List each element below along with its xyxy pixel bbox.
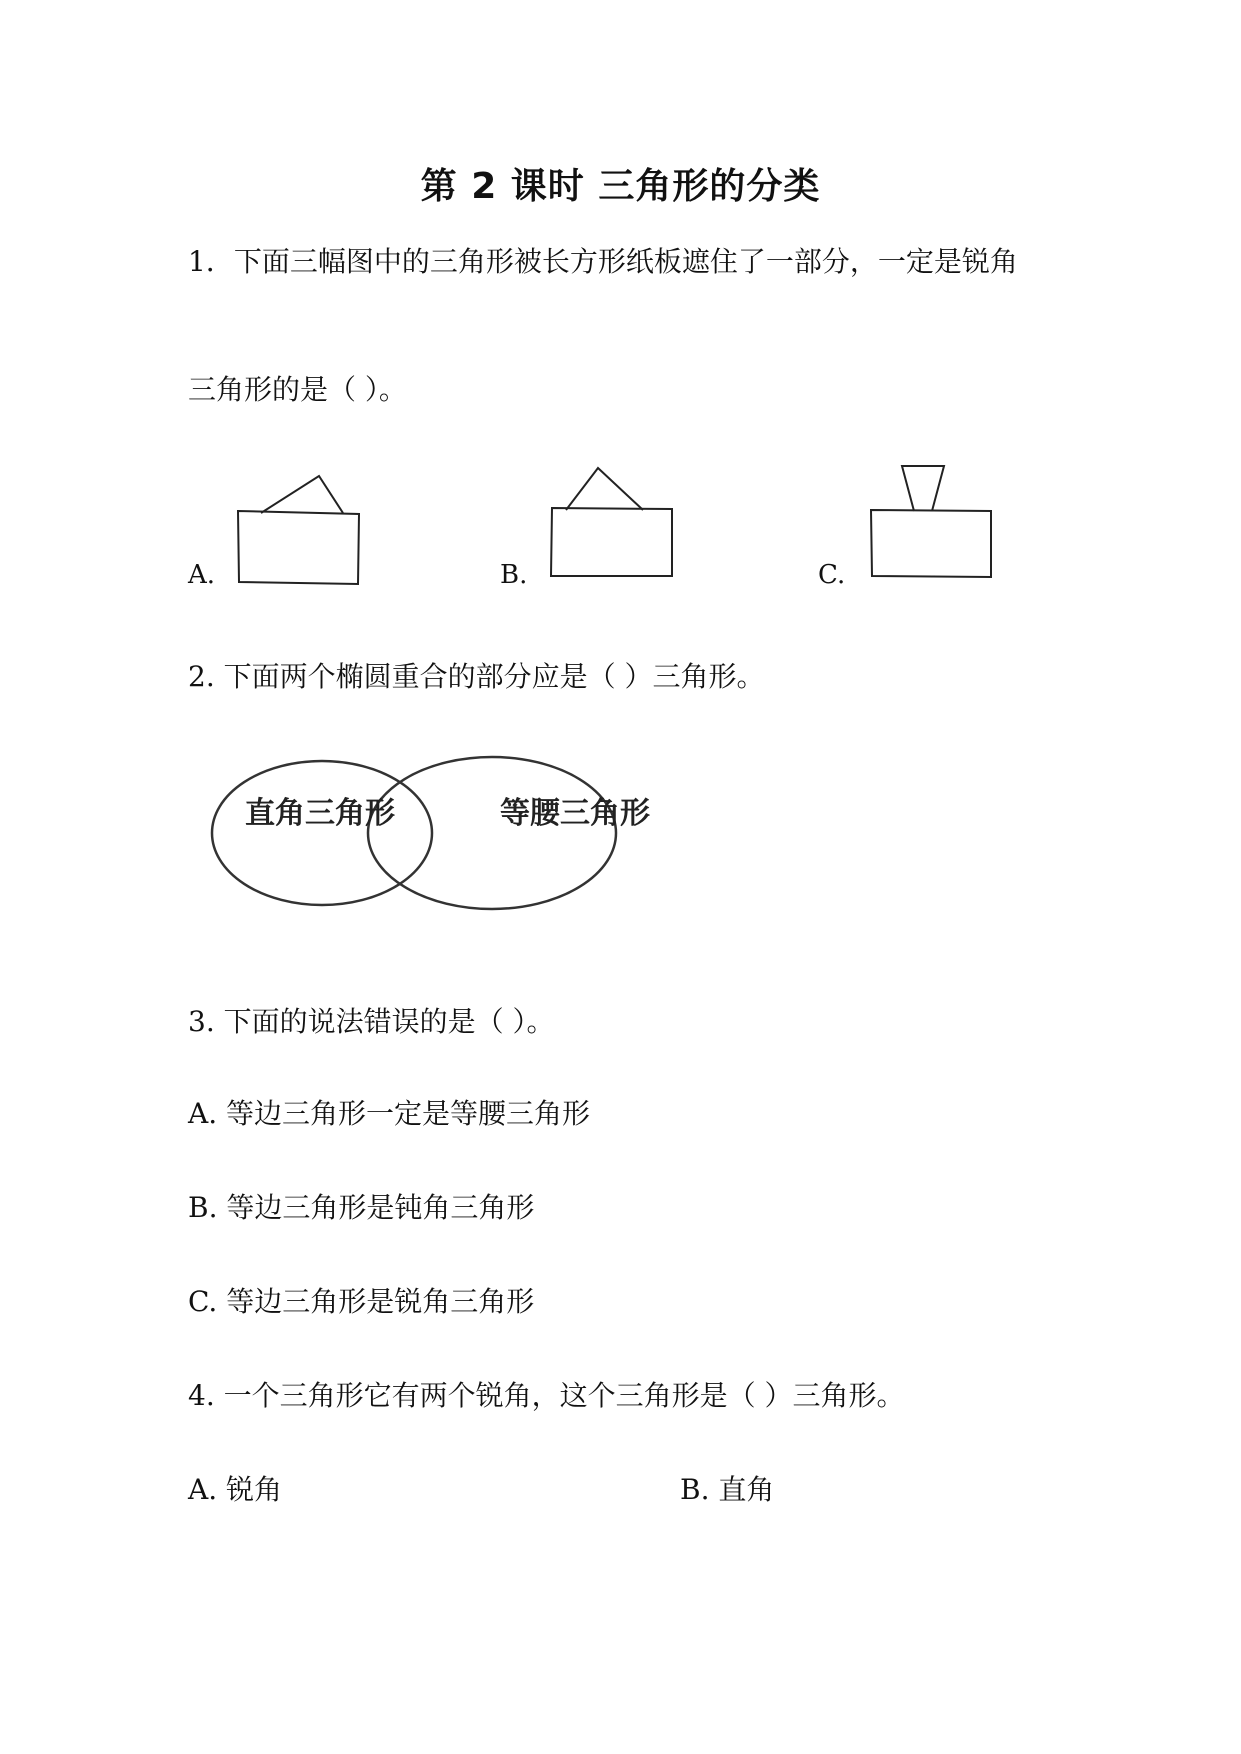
q1-figure-c — [868, 460, 1008, 585]
page-title: 第 2 课时 三角形的分类 — [420, 166, 821, 207]
q1-text-line2: 三角形的是（ ）。 — [188, 373, 407, 406]
venn-left-label: 直角三角形 — [245, 796, 395, 831]
venn-right-label: 等腰三角形 — [500, 796, 650, 831]
q1-text-line1: 1．下面三幅图中的三角形被长方形纸板遮住了一部分，一定是锐角 — [188, 245, 1018, 278]
q4-text: 4. 一个三角形它有两个锐角，这个三角形是（ ）三角形。 — [188, 1379, 905, 1412]
q1-option-c-label: C. — [818, 560, 846, 590]
q1-figure-a — [235, 470, 375, 585]
q3-option-a: A. 等边三角形一定是等腰三角形 — [188, 1097, 591, 1130]
q4-option-a: A. 锐角 — [188, 1473, 283, 1506]
q1-figure-b — [548, 458, 688, 583]
q3-text: 3. 下面的说法错误的是（ ）。 — [188, 1005, 555, 1038]
q1-option-b-label: B. — [500, 560, 528, 590]
q1-option-a-label: A. — [188, 560, 216, 590]
q4-option-b: B. 直角 — [680, 1473, 775, 1506]
q3-option-b: B. 等边三角形是钝角三角形 — [188, 1191, 535, 1224]
q3-option-c: C. 等边三角形是锐角三角形 — [188, 1285, 535, 1318]
q2-text: 2. 下面两个椭圆重合的部分应是（ ）三角形。 — [188, 660, 765, 693]
